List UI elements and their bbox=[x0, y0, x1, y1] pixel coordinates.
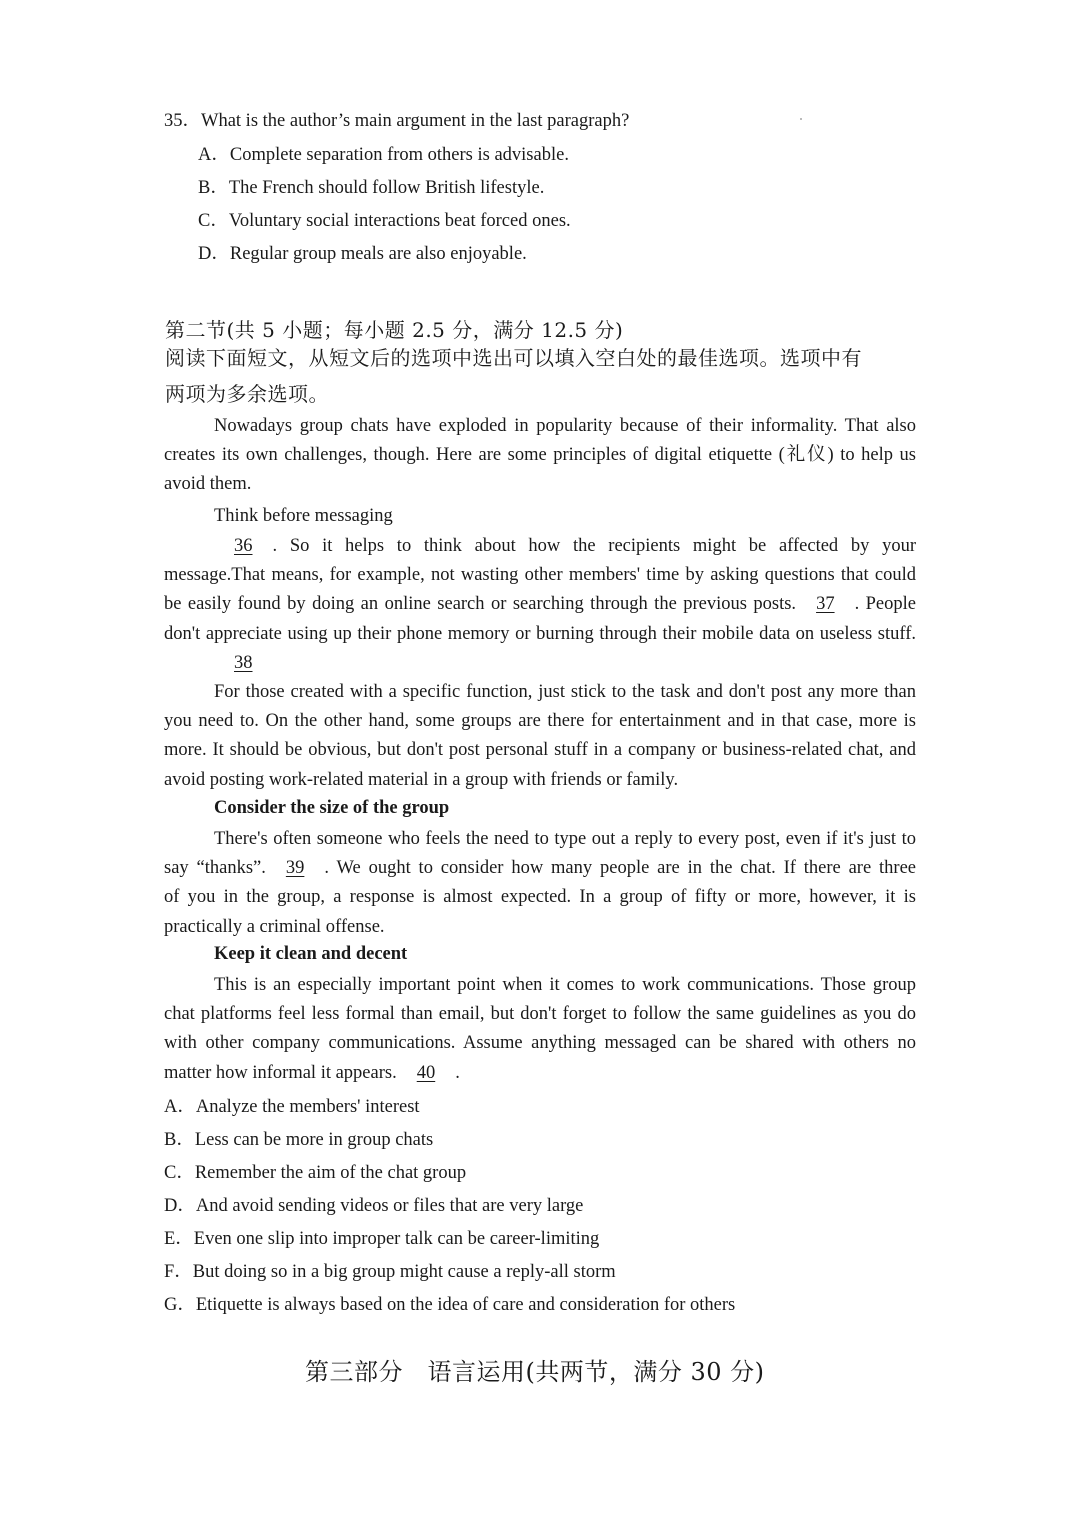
passage-subtitle-3: Keep it clean and decent bbox=[214, 944, 408, 964]
blank-40: 40 bbox=[416, 1062, 436, 1083]
passage-paragraph-1 bbox=[164, 412, 916, 500]
part-3-heading: 第三部分 语言运用(共两节，满分 30 分) bbox=[305, 1358, 765, 1386]
blank-39: 39 bbox=[285, 858, 305, 879]
passage-line: Nowadays group chats have exploded in popularity because of their informality. That also bbox=[214, 416, 916, 436]
passage-line: avoid them. bbox=[164, 474, 252, 495]
passage-line: of you in the group, a response is almost expected. In a group of fifty or more, however, it is bbox=[164, 887, 916, 908]
question-35-option-c: C．Voluntary social interactions beat forced ones. bbox=[198, 211, 571, 231]
section-2-heading: 第二节(共 5 小题；每小题 2.5 分，满分 12.5 分) bbox=[165, 318, 624, 342]
section-2-instruction-line2: 两项为多余选项。 bbox=[165, 382, 329, 406]
choice-b: B．Less can be more in group chats bbox=[164, 1130, 434, 1150]
passage-paragraph-2 bbox=[164, 532, 916, 678]
passage-line: you need to. On the other hand, some groups are there for entertainment and in that case, more is bbox=[164, 711, 916, 732]
passage-line: more. It should be obvious, but don't post personal stuff in a company or business-related chat, and bbox=[164, 740, 916, 761]
passage-subtitle-2: Consider the size of the group bbox=[214, 798, 450, 818]
choice-a: A．Analyze the members' interest bbox=[164, 1097, 420, 1117]
scan-speck bbox=[800, 118, 802, 120]
passage-line: avoid posting work-related material in a group with friends or family. bbox=[164, 769, 679, 790]
passage-line: matter how informal it appears. 40 . bbox=[164, 1059, 916, 1088]
passage-paragraph-4 bbox=[164, 825, 916, 942]
passage-line: For those created with a specific function, just stick to the task and don't post any more than bbox=[214, 682, 916, 702]
passage-line: practically a criminal offense. bbox=[164, 916, 385, 937]
passage-line: don't appreciate using up their phone memory or burning through their mobile data on useless stuff. bbox=[164, 623, 916, 644]
choice-d: D．And avoid sending videos or files that are very large bbox=[164, 1196, 584, 1216]
passage-line: message.That means, for example, not wasting other members' time by asking questions that could bbox=[164, 565, 916, 586]
blank-38: 38 bbox=[234, 652, 253, 673]
choice-g: G．Etiquette is always based on the idea of care and consideration for others bbox=[164, 1295, 736, 1315]
passage-line: 36 . So it helps to think about how the recipients might be affected by your bbox=[164, 532, 916, 561]
choice-f: F．But doing so in a big group might cause a reply-all storm bbox=[164, 1262, 616, 1282]
passage-line: This is an especially important point when it comes to work communications. Those group bbox=[214, 975, 916, 995]
passage-subtitle-1: Think before messaging bbox=[214, 506, 393, 526]
question-35-stem: 35．What is the author’s main argument in the last paragraph? bbox=[164, 111, 630, 131]
passage-paragraph-5 bbox=[164, 971, 916, 1088]
blank-37: 37 bbox=[816, 594, 835, 615]
question-35-option-a: A．Complete separation from others is advisable. bbox=[198, 145, 569, 165]
passage-line bbox=[164, 649, 916, 678]
passage-line: with other company communications. Assume anything messaged can be shared with others no bbox=[164, 1033, 916, 1054]
passage-line: There's often someone who feels the need to type out a reply to every post, even if it's just to bbox=[214, 829, 916, 849]
section-2-instruction-line1: 阅读下面短文，从短文后的选项中选出可以填入空白处的最佳选项。选项中有 bbox=[165, 346, 862, 370]
question-35-option-b: B．The French should follow British lifestyle. bbox=[198, 178, 545, 198]
choice-c: C．Remember the aim of the chat group bbox=[164, 1163, 467, 1183]
passage-paragraph-3 bbox=[164, 678, 916, 795]
question-35-option-d: D．Regular group meals are also enjoyable. bbox=[198, 244, 527, 264]
choice-e: E．Even one slip into improper talk can be career-limiting bbox=[164, 1229, 600, 1249]
passage-line: chat platforms feel less formal than email, but don't forget to follow the same guidelines as you do bbox=[164, 1004, 916, 1025]
passage-line: creates its own challenges, though. Here are some principles of digital etiquette (礼仪) to help us bbox=[164, 445, 916, 466]
blank-36: 36 bbox=[234, 536, 253, 556]
passage-line: say “thanks”. 39 . We ought to consider how many people are in the chat. If there are three bbox=[164, 854, 916, 883]
passage-line: be easily found by doing an online search or searching through the previous posts. 37 . People bbox=[164, 590, 916, 619]
